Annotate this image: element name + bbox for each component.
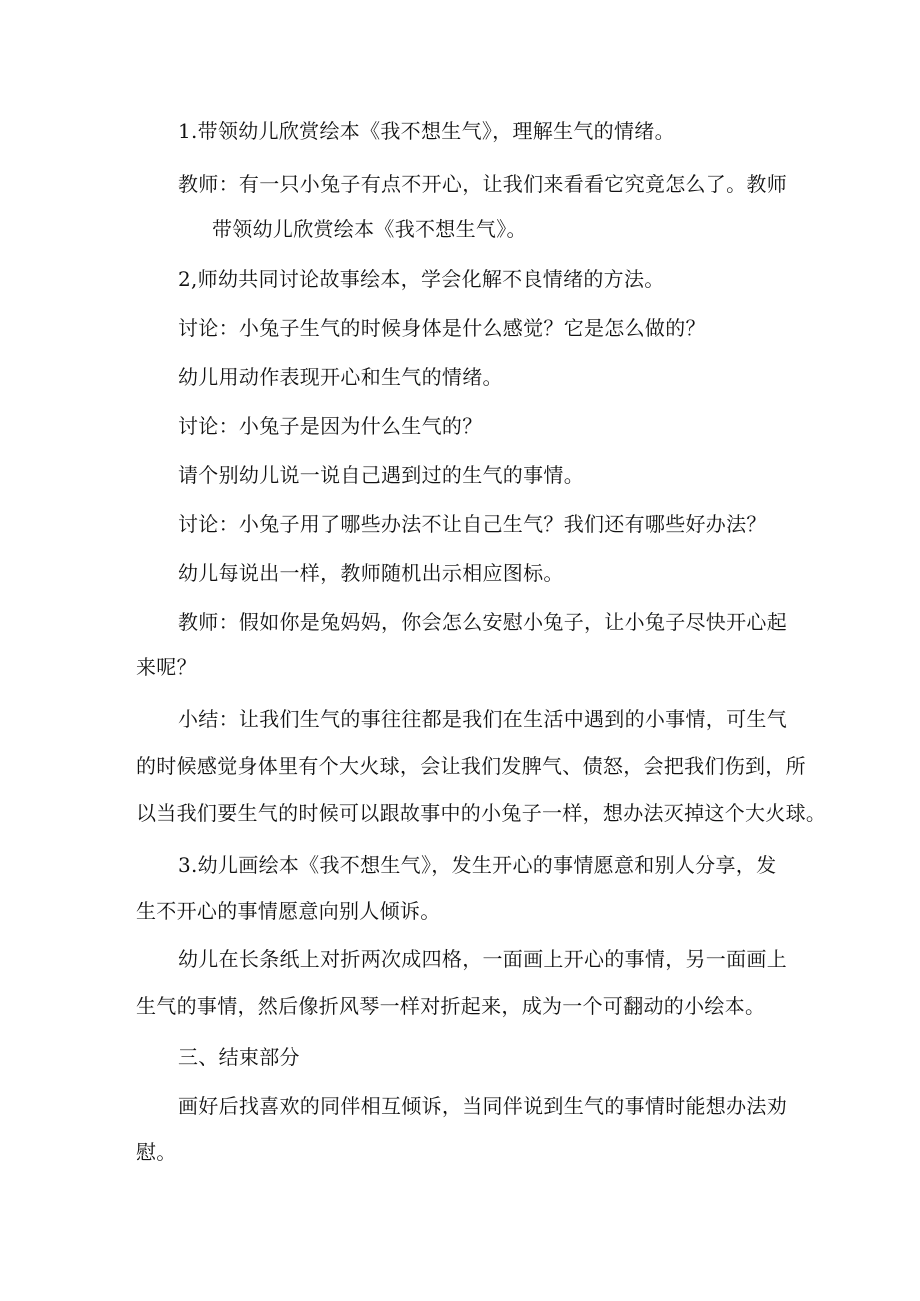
paragraph-teacher-question: 教师：假如你是兔妈妈，你会怎么安慰小兔子，让小兔子尽快开心起 <box>178 610 787 634</box>
paragraph-teacher-intro-cont: 带领幼儿欣赏绘本《我不想生气》。 <box>212 217 527 241</box>
paragraph-teacher-icons: 幼儿每说出一样，教师随机出示相应图标。 <box>178 561 564 585</box>
paragraph-discussion-2: 讨论：小兔子是因为什么生气的？ <box>178 414 483 438</box>
paragraph-discussion-1: 讨论：小兔子生气的时候身体是什么感觉？它是怎么做的？ <box>178 316 706 340</box>
paragraph-teacher-intro: 教师：有一只小兔子有点不开心，让我们来看看它究竟怎么了。教师 <box>178 172 787 196</box>
paragraph-discussion-3: 讨论：小兔子用了哪些办法不让自己生气？我们还有哪些好办法？ <box>178 512 767 536</box>
paragraph-summary-cont-1: 的时候感觉身体里有个大火球，会让我们发脾气、债怒，会把我们伤到，所 <box>136 754 806 778</box>
paragraph-ending-cont: 慰。 <box>136 1140 177 1164</box>
paragraph-child-action: 幼儿用动作表现开心和生气的情绪。 <box>178 365 503 389</box>
paragraph-step-1-title: 1.带领幼儿欣赏绘本《我不想生气》，理解生气的情绪。 <box>178 119 675 143</box>
section-heading-ending: 三、结束部分 <box>178 1045 300 1069</box>
paragraph-step-2-title: 2,师幼共同讨论故事绘本，学会化解不良情绪的方法。 <box>178 267 665 291</box>
paragraph-summary: 小结：让我们生气的事往往都是我们在生活中遇到的小事情，可生气 <box>178 707 787 731</box>
paragraph-step-3-title: 3.幼儿画绘本《我不想生气》，发生开心的事情愿意和别人分享，发 <box>178 853 777 877</box>
paragraph-folding-cont: 生气的事情，然后像折风琴一样对折起来，成为一个可翻动的小绘本。 <box>136 994 766 1018</box>
paragraph-teacher-question-cont: 来呢？ <box>136 655 197 679</box>
paragraph-child-share: 请个别幼儿说一说自己遇到过的生气的事情。 <box>178 463 584 487</box>
paragraph-ending: 画好后找喜欢的同伴相互倾诉，当同伴说到生气的事情时能想办法劝 <box>178 1094 787 1118</box>
paragraph-summary-cont-2: 以当我们要生气的时候可以跟故事中的小兔子一样，想办法灭掉这个大火球。 <box>136 801 827 825</box>
paragraph-step-3-cont: 生不开心的事情愿意向别人倾诉。 <box>136 899 441 923</box>
paragraph-folding: 幼儿在长条纸上对折两次成四格，一面画上开心的事情，另一面画上 <box>178 947 787 971</box>
